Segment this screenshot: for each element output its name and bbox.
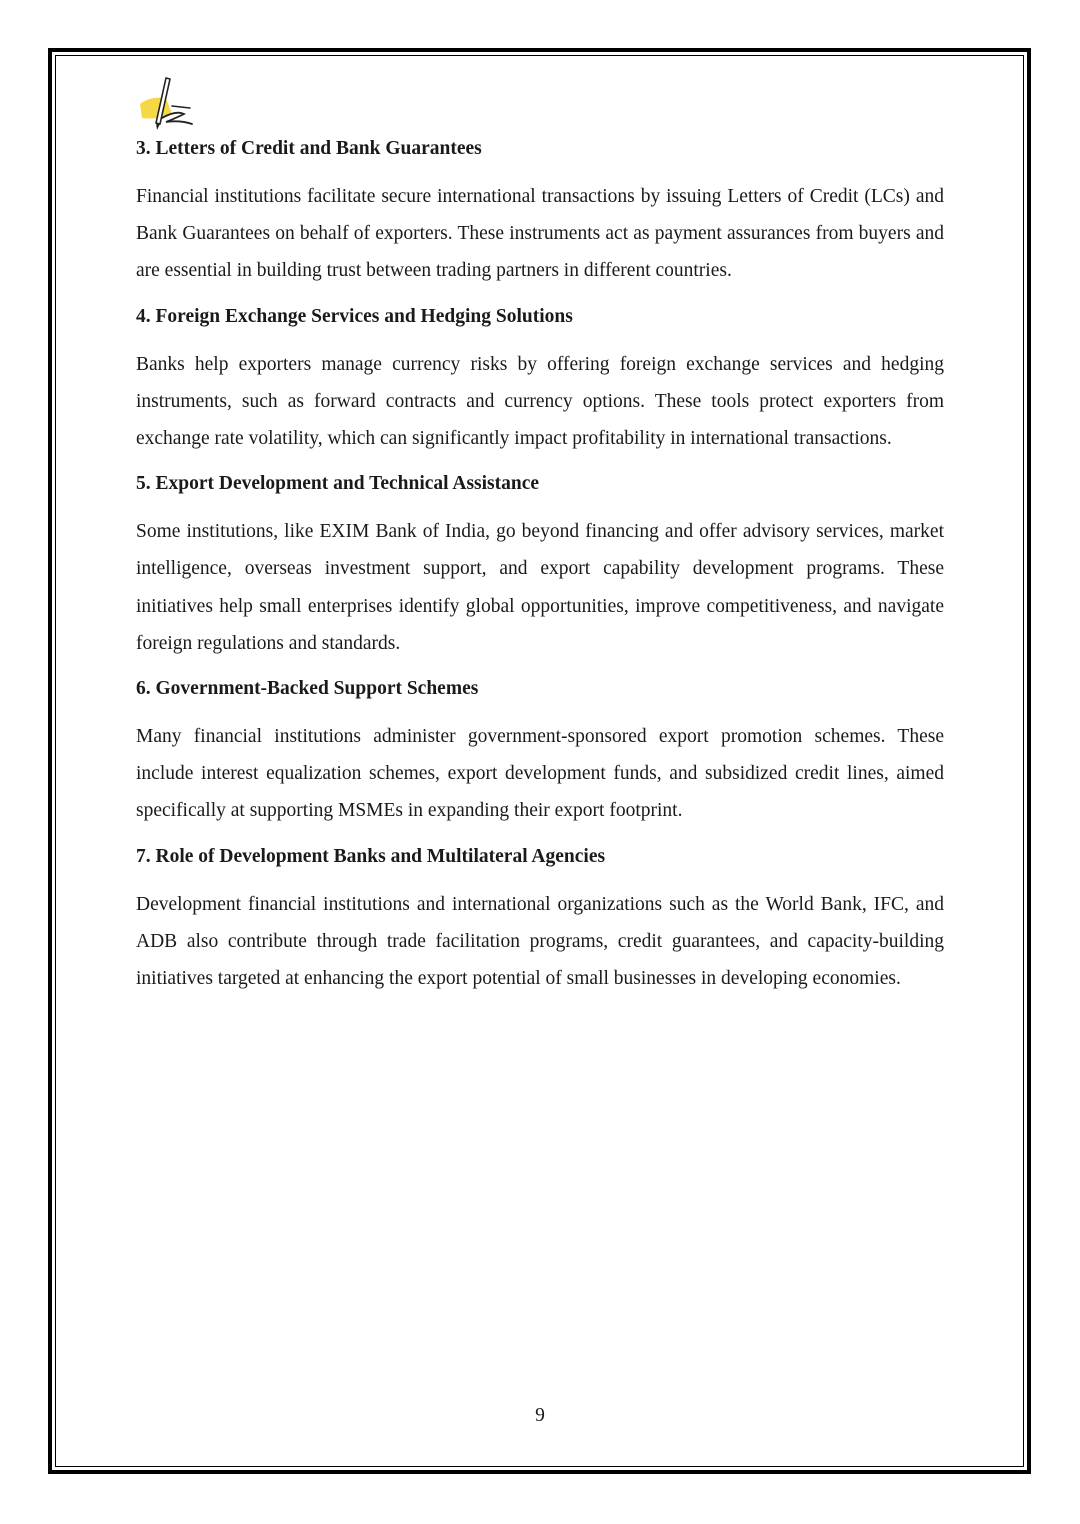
section-paragraph: Financial institutions facilitate secure international transactions by issuing Letters of Credit (LCs) and Bank Guarantees on behalf of exporters. These instruments act as payment assurances from buyers and are essential in building trust between trading partners in different countries. <box>136 186 944 282</box>
page-number: 9 <box>535 1405 545 1426</box>
section-heading: 4. Foreign Exchange Services and Hedging Solutions <box>136 305 573 327</box>
section-development-banks <box>136 840 944 998</box>
section-paragraph: Many financial institutions administer government-sponsored export promotion schemes. These include interest equalization schemes, export development funds, and subsidized credit lines, aimed specifically at supporting MSMEs in expanding their export footprint. <box>136 726 944 822</box>
document-body <box>136 132 944 1007</box>
section-government-schemes <box>136 672 944 830</box>
section-paragraph: Development financial institutions and international organizations such as the World Bank, IFC, and ADB also contribute through trade facilitation programs, credit guarantees, and capacity-building initiatives targeted at enhancing the export potential of small businesses in developing economies. <box>136 893 944 990</box>
section-heading: 6. Government-Backed Support Schemes <box>136 678 479 700</box>
section-heading: 7. Role of Development Banks and Multilateral Agencies <box>136 845 606 867</box>
section-export-development <box>136 467 944 662</box>
section-paragraph: Banks help exporters manage currency risks by offering foreign exchange services and hedging instruments, such as forward contracts and currency options. These tools protect exporters from exchange rate volatility, which can significantly impact profitability in international transactions. <box>136 353 944 450</box>
section-foreign-exchange <box>136 300 944 458</box>
section-letters-of-credit <box>136 132 944 290</box>
pen-writing-icon <box>136 74 198 134</box>
section-heading: 3. Letters of Credit and Bank Guarantees <box>136 138 482 159</box>
section-paragraph: Some institutions, like EXIM Bank of India, go beyond financing and offer advisory services, market intelligence, overseas investment support, and export capability development programs. These initiatives help small enterprises identify global opportunities, improve competitiveness, and navigate foreign regulations and standards. <box>136 521 944 654</box>
section-heading: 5. Export Development and Technical Assistance <box>136 473 540 495</box>
